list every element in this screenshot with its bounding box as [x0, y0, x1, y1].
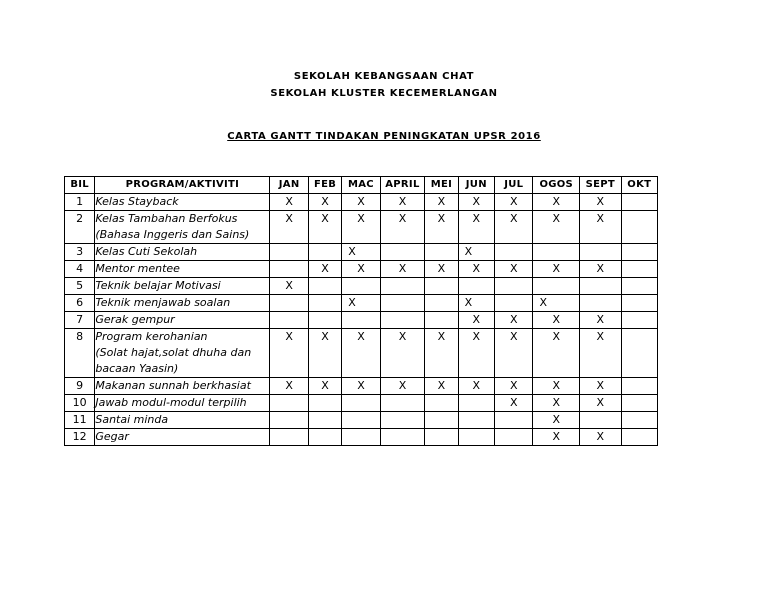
x-mark-icon: X: [357, 212, 365, 225]
month-cell: [458, 244, 494, 261]
month-cell: [342, 278, 380, 295]
table-row: [65, 194, 658, 211]
month-cell: [380, 261, 425, 278]
month-cell: [425, 295, 458, 312]
program-name: Teknik menjawab soalan: [95, 295, 270, 312]
month-cell: [380, 244, 425, 261]
month-cell: [580, 244, 621, 261]
program-name: Kelas Stayback: [95, 194, 270, 211]
month-cell: [270, 429, 308, 446]
row-number: 11: [65, 412, 95, 429]
x-mark-icon: X: [398, 195, 407, 208]
month-cell: [533, 295, 580, 312]
month-cell: [342, 194, 380, 211]
program-name: Kelas Tambahan Berfokus (Bahasa Inggeris dan Sains): [95, 211, 270, 244]
x-mark-icon: X: [596, 262, 605, 275]
x-mark-icon: X: [539, 296, 548, 309]
month-cell: [621, 312, 657, 329]
table-row: [65, 244, 658, 261]
month-cell: [308, 194, 341, 211]
month-cell: [380, 395, 425, 412]
column-header: JUN: [458, 177, 494, 194]
month-cell: [425, 329, 458, 378]
row-number: 3: [65, 244, 95, 261]
month-cell: [342, 261, 380, 278]
table-row: [65, 412, 658, 429]
x-mark-icon: X: [552, 379, 561, 392]
x-mark-icon: X: [357, 330, 365, 343]
x-mark-icon: X: [285, 379, 293, 392]
month-cell: [425, 244, 458, 261]
month-cell: [533, 312, 580, 329]
program-name: Teknik belajar Motivasi: [95, 278, 270, 295]
table-row: [65, 312, 658, 329]
month-cell: [621, 395, 657, 412]
month-cell: [495, 378, 533, 395]
x-mark-icon: X: [596, 379, 605, 392]
month-cell: [580, 295, 621, 312]
x-mark-icon: X: [285, 279, 293, 292]
table-row: [65, 395, 658, 412]
month-cell: [495, 244, 533, 261]
row-number: 4: [65, 261, 95, 278]
x-mark-icon: X: [472, 330, 481, 343]
x-mark-icon: X: [285, 212, 293, 225]
month-cell: [533, 395, 580, 412]
month-cell: [308, 278, 341, 295]
x-mark-icon: X: [509, 212, 518, 225]
month-cell: [342, 395, 380, 412]
x-mark-icon: X: [285, 195, 293, 208]
month-cell: [308, 429, 341, 446]
table-row: [65, 329, 658, 378]
column-header: SEPT: [580, 177, 621, 194]
month-cell: [342, 244, 380, 261]
x-mark-icon: X: [552, 413, 561, 426]
x-mark-icon: X: [357, 379, 365, 392]
month-cell: [425, 429, 458, 446]
month-cell: [533, 194, 580, 211]
month-cell: [458, 312, 494, 329]
month-cell: [380, 211, 425, 244]
month-cell: [458, 378, 494, 395]
month-cell: [342, 378, 380, 395]
column-header: FEB: [308, 177, 341, 194]
x-mark-icon: X: [437, 330, 446, 343]
month-cell: [380, 429, 425, 446]
x-mark-icon: X: [285, 330, 293, 343]
month-cell: [495, 261, 533, 278]
table-row: [65, 429, 658, 446]
x-mark-icon: X: [348, 245, 356, 258]
month-cell: [270, 412, 308, 429]
x-mark-icon: X: [472, 379, 481, 392]
x-mark-icon: X: [321, 330, 329, 343]
month-cell: [533, 429, 580, 446]
month-cell: [270, 278, 308, 295]
month-cell: [580, 278, 621, 295]
x-mark-icon: X: [437, 195, 446, 208]
x-mark-icon: X: [596, 313, 605, 326]
month-cell: [458, 211, 494, 244]
row-number: 9: [65, 378, 95, 395]
month-cell: [270, 329, 308, 378]
month-cell: [458, 295, 494, 312]
x-mark-icon: X: [596, 212, 605, 225]
month-cell: [380, 312, 425, 329]
x-mark-icon: X: [509, 396, 518, 409]
month-cell: [495, 278, 533, 295]
month-cell: [580, 211, 621, 244]
x-mark-icon: X: [472, 262, 481, 275]
x-mark-icon: X: [398, 262, 407, 275]
month-cell: [380, 412, 425, 429]
month-cell: [458, 429, 494, 446]
month-cell: [458, 329, 494, 378]
month-cell: [495, 412, 533, 429]
table-body: [65, 194, 658, 446]
month-cell: [270, 261, 308, 278]
month-cell: [270, 395, 308, 412]
month-cell: [533, 278, 580, 295]
x-mark-icon: X: [472, 195, 481, 208]
x-mark-icon: X: [596, 396, 605, 409]
column-header: OGOS: [533, 177, 580, 194]
month-cell: [495, 295, 533, 312]
month-cell: [533, 378, 580, 395]
x-mark-icon: X: [464, 245, 473, 258]
x-mark-icon: X: [437, 379, 446, 392]
month-cell: [270, 211, 308, 244]
table-row: [65, 295, 658, 312]
month-cell: [580, 378, 621, 395]
month-cell: [380, 295, 425, 312]
month-cell: [458, 194, 494, 211]
x-mark-icon: X: [552, 396, 561, 409]
month-cell: [533, 412, 580, 429]
month-cell: [425, 261, 458, 278]
x-mark-icon: X: [509, 313, 518, 326]
month-cell: [308, 261, 341, 278]
x-mark-icon: X: [509, 379, 518, 392]
school-name: SEKOLAH KEBANGSAAN CHAT: [293, 71, 475, 82]
month-cell: [308, 295, 341, 312]
month-cell: [342, 211, 380, 244]
month-cell: [342, 329, 380, 378]
month-cell: [458, 395, 494, 412]
table-row: [65, 378, 658, 395]
x-mark-icon: X: [464, 296, 473, 309]
table-row: [65, 211, 658, 244]
month-cell: [425, 412, 458, 429]
month-cell: [380, 278, 425, 295]
month-cell: [533, 329, 580, 378]
month-cell: [380, 378, 425, 395]
month-cell: [308, 412, 341, 429]
x-mark-icon: X: [357, 262, 365, 275]
month-cell: [621, 261, 657, 278]
month-cell: [621, 412, 657, 429]
program-name: Kelas Cuti Sekolah: [95, 244, 270, 261]
month-cell: [425, 312, 458, 329]
x-mark-icon: X: [321, 262, 329, 275]
document-title: CARTA GANTT TINDAKAN PENINGKATAN UPSR 2016: [227, 131, 541, 142]
table-row: [65, 278, 658, 295]
table-header-row: [65, 177, 658, 194]
x-mark-icon: X: [321, 195, 329, 208]
x-mark-icon: X: [552, 262, 561, 275]
month-cell: [425, 378, 458, 395]
month-cell: [342, 295, 380, 312]
row-number: 5: [65, 278, 95, 295]
month-cell: [458, 412, 494, 429]
month-cell: [495, 329, 533, 378]
x-mark-icon: X: [596, 195, 605, 208]
month-cell: [342, 312, 380, 329]
month-cell: [495, 194, 533, 211]
column-header: MAC: [342, 177, 380, 194]
program-name: Mentor mentee: [95, 261, 270, 278]
column-header: OKT: [621, 177, 657, 194]
month-cell: [458, 278, 494, 295]
month-cell: [495, 395, 533, 412]
month-cell: [308, 211, 341, 244]
month-cell: [580, 312, 621, 329]
column-header: MEI: [425, 177, 458, 194]
month-cell: [270, 378, 308, 395]
month-cell: [580, 329, 621, 378]
program-name: Gegar: [95, 429, 270, 446]
month-cell: [533, 261, 580, 278]
month-cell: [580, 429, 621, 446]
program-name: Santai minda: [95, 412, 270, 429]
x-mark-icon: X: [552, 313, 561, 326]
x-mark-icon: X: [552, 212, 561, 225]
month-cell: [495, 312, 533, 329]
month-cell: [308, 395, 341, 412]
month-cell: [308, 244, 341, 261]
x-mark-icon: X: [398, 379, 407, 392]
program-name: Program kerohanian (Solat hajat,solat dhuha dan bacaan Yaasin): [95, 329, 270, 378]
x-mark-icon: X: [321, 379, 329, 392]
x-mark-icon: X: [552, 430, 561, 443]
month-cell: [342, 429, 380, 446]
month-cell: [621, 211, 657, 244]
row-number: 2: [65, 211, 95, 244]
x-mark-icon: X: [398, 330, 407, 343]
month-cell: [621, 378, 657, 395]
month-cell: [270, 194, 308, 211]
x-mark-icon: X: [437, 212, 446, 225]
x-mark-icon: X: [596, 330, 605, 343]
x-mark-icon: X: [321, 212, 329, 225]
month-cell: [580, 395, 621, 412]
program-name: Jawab modul-modul terpilih: [95, 395, 270, 412]
month-cell: [533, 211, 580, 244]
month-cell: [621, 244, 657, 261]
month-cell: [580, 194, 621, 211]
month-cell: [342, 412, 380, 429]
month-cell: [425, 194, 458, 211]
month-cell: [495, 429, 533, 446]
x-mark-icon: X: [398, 212, 407, 225]
x-mark-icon: X: [509, 195, 518, 208]
gantt-table: [64, 176, 658, 446]
month-cell: [270, 312, 308, 329]
x-mark-icon: X: [472, 212, 481, 225]
month-cell: [308, 312, 341, 329]
school-cluster: SEKOLAH KLUSTER KECEMERLANGAN: [270, 88, 498, 99]
month-cell: [380, 329, 425, 378]
month-cell: [425, 278, 458, 295]
column-header: PROGRAM/AKTIVITI: [95, 177, 270, 194]
month-cell: [270, 244, 308, 261]
column-header: JAN: [270, 177, 308, 194]
month-cell: [380, 194, 425, 211]
month-cell: [270, 295, 308, 312]
x-mark-icon: X: [596, 430, 605, 443]
month-cell: [425, 211, 458, 244]
x-mark-icon: X: [472, 313, 481, 326]
x-mark-icon: X: [552, 195, 561, 208]
month-cell: [580, 412, 621, 429]
row-number: 6: [65, 295, 95, 312]
month-cell: [495, 211, 533, 244]
row-number: 8: [65, 329, 95, 378]
row-number: 7: [65, 312, 95, 329]
month-cell: [533, 244, 580, 261]
x-mark-icon: X: [509, 330, 518, 343]
month-cell: [621, 278, 657, 295]
x-mark-icon: X: [552, 330, 561, 343]
x-mark-icon: X: [357, 195, 365, 208]
month-cell: [580, 261, 621, 278]
program-name: Gerak gempur: [95, 312, 270, 329]
row-number: 1: [65, 194, 95, 211]
month-cell: [621, 194, 657, 211]
column-header: JUL: [495, 177, 533, 194]
month-cell: [621, 329, 657, 378]
program-name: Makanan sunnah berkhasiat: [95, 378, 270, 395]
month-cell: [308, 378, 341, 395]
x-mark-icon: X: [437, 262, 446, 275]
table-row: [65, 261, 658, 278]
x-mark-icon: X: [509, 262, 518, 275]
month-cell: [425, 395, 458, 412]
column-header: APRIL: [380, 177, 425, 194]
row-number: 12: [65, 429, 95, 446]
x-mark-icon: X: [348, 296, 356, 309]
month-cell: [621, 295, 657, 312]
month-cell: [308, 329, 341, 378]
month-cell: [458, 261, 494, 278]
month-cell: [621, 429, 657, 446]
column-header: BIL: [65, 177, 95, 194]
row-number: 10: [65, 395, 95, 412]
